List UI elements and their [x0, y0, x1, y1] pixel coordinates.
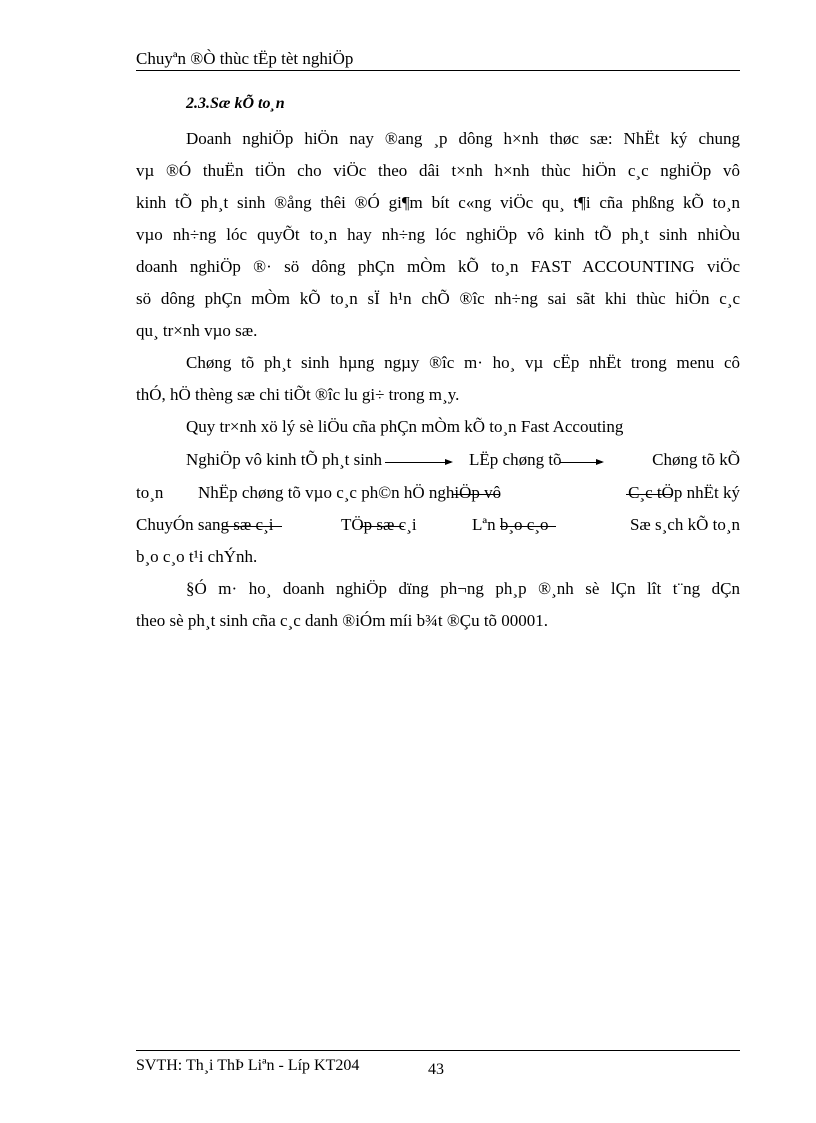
footer-author: SVTH: Th¸i ThÞ Liªn - Líp KT204: [136, 1057, 360, 1074]
flow-step-accounting-cont: to¸n: [136, 483, 164, 502]
flow-connector-line: [626, 494, 672, 495]
flow-step-make-reports: Lªn b¸o c¸o: [472, 515, 549, 534]
footer-rule: [136, 1050, 740, 1051]
paragraph-line: Quy tr×nh xö lý sè liÖu cña phÇn mÒm kÕ to¸n Fast Accouting: [186, 417, 624, 436]
flow-step-ledger-file: TÖp sæ c¸i: [341, 515, 417, 534]
flow-connector-line: [222, 526, 282, 527]
paragraph-line: thÓ, hÖ thèng sæ chi tiÕt ®îc lu gi÷ trong m¸y.: [136, 385, 460, 404]
page-header-title: Chuyªn ®Ò thùc tËp tèt nghiÖp: [136, 49, 354, 68]
flow-connector-line: [500, 526, 556, 527]
page-number: 43: [428, 1061, 444, 1078]
flow-step-create-voucher: LËp chøng tõ: [469, 450, 562, 469]
paragraph-line: Doanh nghiÖp hiÖn nay ®ang ¸p dông h×nh thøc sæ: NhËt ký chung: [186, 129, 740, 148]
paragraph-line: vµ ®Ó thuËn tiÖn cho viÖc theo dâi t×nh h×nh thùc hiÖn c¸c nghiÖp vô: [136, 161, 740, 180]
flow-arrow-icon: [385, 462, 451, 463]
paragraph-line: qu¸ tr×nh vµo sæ.: [136, 321, 258, 340]
flow-step-accounting-books: Sæ s¸ch kÕ to¸n: [629, 515, 740, 534]
flow-step-journal-files: C¸c tÖp nhËt ký: [628, 483, 740, 502]
paragraph-line: sö dông phÇn mÒm kÕ to¸n sÏ h¹n chÕ ®îc nh÷ng sai sãt khi thùc hiÖn c¸c: [136, 289, 740, 308]
header-rule: [136, 70, 740, 71]
paragraph-line: Chøng tõ ph¸t sinh hµng ngµy ®îc m· ho¸ vµ cËp nhËt trong menu cô: [186, 353, 740, 372]
flow-connector-line: [452, 494, 500, 495]
section-heading: 2.3.Sæ kÕ to¸n: [186, 95, 285, 112]
paragraph-line: §Ó m· ho¸ doanh nghiÖp dïng ph¬ng ph¸p ®¸nh sè lÇn lît t¨ng dÇn: [186, 579, 740, 598]
flow-step-financial-reports: b¸o c¸o t¹i chÝnh.: [136, 547, 258, 566]
flow-step-business-transaction: NghiÖp vô kinh tÕ ph¸t sinh: [186, 450, 382, 469]
flow-step-accounting-voucher: Chøng tõ kÕ: [652, 450, 740, 469]
paragraph-line: vµo nh÷ng lóc quyÕt to¸n hay nh÷ng lóc nghiÖp vô kinh tÕ ph¸t sinh nhiÒu: [136, 225, 740, 244]
paragraph-line: doanh nghiÖp ®· sö dông phÇn mÒm kÕ to¸n FAST ACCOUNTING viÖc: [136, 257, 740, 276]
flow-step-enter-vouchers: NhËp chøng tõ vµo c¸c ph©n hÖ nghiÖp vô: [198, 483, 502, 502]
paragraph-line: theo sè ph¸t sinh cña c¸c danh ®iÓm míi b¾t ®Çu tõ 00001.: [136, 611, 549, 630]
flow-connector-line: [360, 526, 404, 527]
flow-step-transfer-ledger: ChuyÓn sang sæ c¸i: [136, 515, 274, 534]
flow-arrow-icon: [560, 462, 602, 463]
paragraph-line: kinh tÕ ph¸t sinh ®ång thêi ®Ó gi¶m bít c«ng viÖc qu¸ t¶i cña phßng kÕ to¸n: [136, 193, 740, 212]
